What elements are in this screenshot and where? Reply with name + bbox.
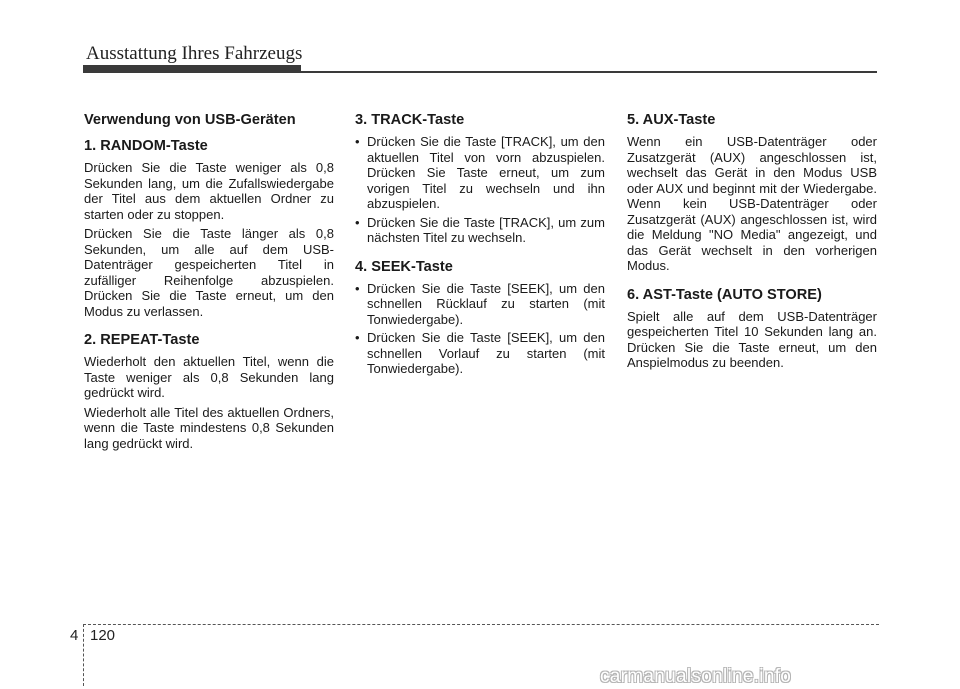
- list-item: [355, 215, 605, 246]
- bullet-list: [355, 134, 605, 246]
- section-random: [84, 138, 334, 319]
- section-title-random: 1. RANDOM-Taste: [84, 138, 208, 154]
- bullet-icon: •: [355, 330, 360, 345]
- section-repeat: [84, 332, 334, 451]
- section-heading-usb: Verwendung von USB-Geräten: [84, 112, 296, 128]
- paragraph: Wenn ein USB-Datenträger oder Zusatzgerät (AUX) angeschlossen ist, wechselt das Gerät in den Modus USB oder AUX und beginnt mit der Wiedergabe. Wenn kein USB-Datenträger oder Zusatzgerät (AUX) angeschlossen ist, wird die Meldung "NO Media" angezeigt, und das Gerät wechselt in den vorherigen Modus.: [627, 134, 877, 273]
- section-seek: [355, 259, 605, 377]
- section-title-repeat: 2. REPEAT-Taste: [84, 332, 200, 348]
- paragraph: Wiederholt alle Titel des aktuellen Ordners, wenn die Taste mindestens 0,8 Sekunden lang gedrückt wird.: [84, 404, 334, 451]
- bullet-icon: •: [355, 214, 360, 230]
- section-title-seek: 4. SEEK-Taste: [355, 258, 453, 275]
- section-title-track: 3. TRACK-Taste: [355, 112, 465, 128]
- page-number: 120: [90, 627, 116, 644]
- section-title-ast: 6. AST-Taste (AUTO STORE): [627, 286, 822, 303]
- watermark: carmanualsonline.info: [600, 666, 792, 687]
- paragraph: Wiederholt den aktuellen Titel, wenn die Taste weniger als 0,8 Sekunden lang gedrückt wird.: [84, 354, 334, 400]
- list-item-text: Drücken Sie die Taste [SEEK], um den schnellen Vorlauf zu starten (mit Tonwiedergabe).: [367, 330, 605, 376]
- list-item: [355, 134, 605, 212]
- paragraph: Drücken Sie die Taste länger als 0,8 Sekunden, um alle auf dem USB-Datenträger gespeicherten Titel in zufälliger Reihenfolge abzuspielen. Drücken Sie die Taste erneut, um den Modus zu verlassen.: [84, 226, 334, 319]
- section-aux: [627, 112, 877, 274]
- list-item: [355, 330, 605, 377]
- bullet-list: [355, 281, 605, 377]
- bullet-icon: •: [355, 280, 360, 296]
- section-ast: [627, 287, 877, 371]
- header-rule: [83, 71, 877, 73]
- list-item-text: Drücken Sie die Taste [TRACK], um den aktuellen Titel von vorn abzuspielen. Drücken Sie Taste erneut, um zum vorigen Titel zu wechseln und ihn abzuspielen.: [367, 134, 605, 211]
- section-title-aux: 5. AUX-Taste: [627, 112, 716, 128]
- column-1: [84, 112, 334, 464]
- paragraph: Drücken Sie die Taste weniger als 0,8 Sekunden lang, um die Zufallswiedergabe der Titel aus dem aktuellen Ordner zu starten oder zu stoppen.: [84, 160, 334, 222]
- footer-divider: [83, 624, 84, 686]
- section-track: [355, 112, 605, 246]
- column-2: [355, 112, 605, 390]
- paragraph: Spielt alle auf dem USB-Datenträger gespeicherten Titel 10 Sekunden lang an. Drücken Sie die Taste erneut, um den Anspielmodus zu beenden.: [627, 308, 877, 370]
- list-item: [355, 281, 605, 328]
- list-item-text: Drücken Sie die Taste [SEEK], um den schnellen Rücklauf zu starten (mit Tonwiedergabe).: [367, 280, 605, 327]
- column-3: [627, 112, 877, 384]
- page-header-title: Ausstattung Ihres Fahrzeugs: [86, 43, 303, 64]
- chapter-number: 4: [70, 627, 79, 644]
- list-item-text: Drücken Sie die Taste [TRACK], um zum nächsten Titel zu wechseln.: [367, 214, 605, 245]
- footer-rule: [83, 624, 879, 625]
- bullet-icon: •: [355, 134, 360, 149]
